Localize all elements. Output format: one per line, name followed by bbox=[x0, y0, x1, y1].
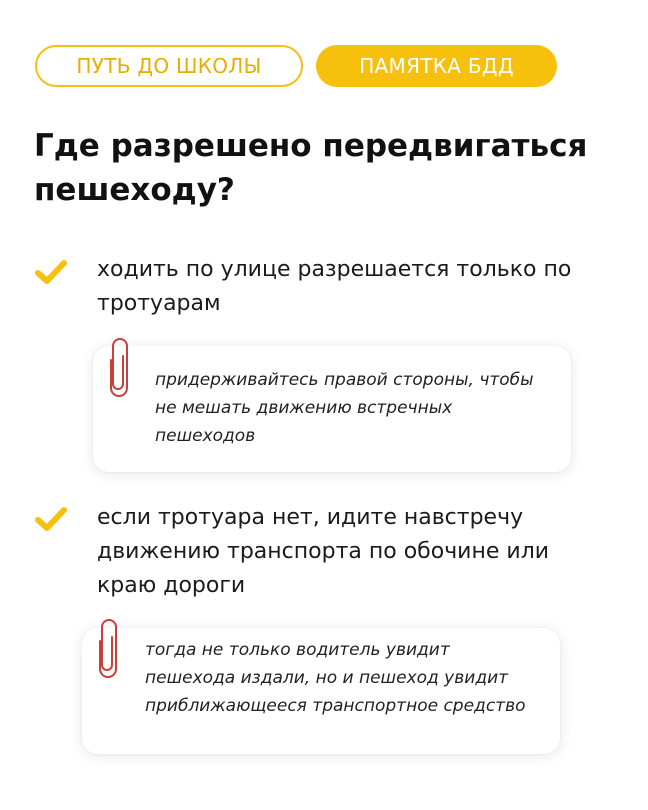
tag-route-to-school[interactable]: ПУТЬ ДО ШКОЛЫ bbox=[35, 45, 303, 87]
note-visibility-text: тогда не только водитель увидит пешехода издали, но и пешеход увидит приближающееся транспортное средство bbox=[145, 640, 526, 716]
paperclip-icon bbox=[108, 336, 130, 398]
checkmark-icon bbox=[34, 258, 68, 286]
paperclip-icon bbox=[97, 617, 119, 679]
point-no-sidewalk-text: если тротуара нет, идите навстречу движению транспорта по обочине или краю дороги bbox=[97, 505, 550, 598]
note-right-side-text: придерживайтесь правой стороны, чтобы не мешать движению встречных пешеходов bbox=[155, 370, 534, 446]
page-title: Где разрешено передвигаться пешеходу? bbox=[34, 128, 588, 208]
checkmark-icon bbox=[34, 505, 68, 533]
tag-traffic-rules-memo[interactable]: ПАМЯТКА БДД bbox=[316, 45, 557, 87]
point-sidewalk-text: ходить по улице разрешается только по тротуарам bbox=[97, 257, 572, 316]
